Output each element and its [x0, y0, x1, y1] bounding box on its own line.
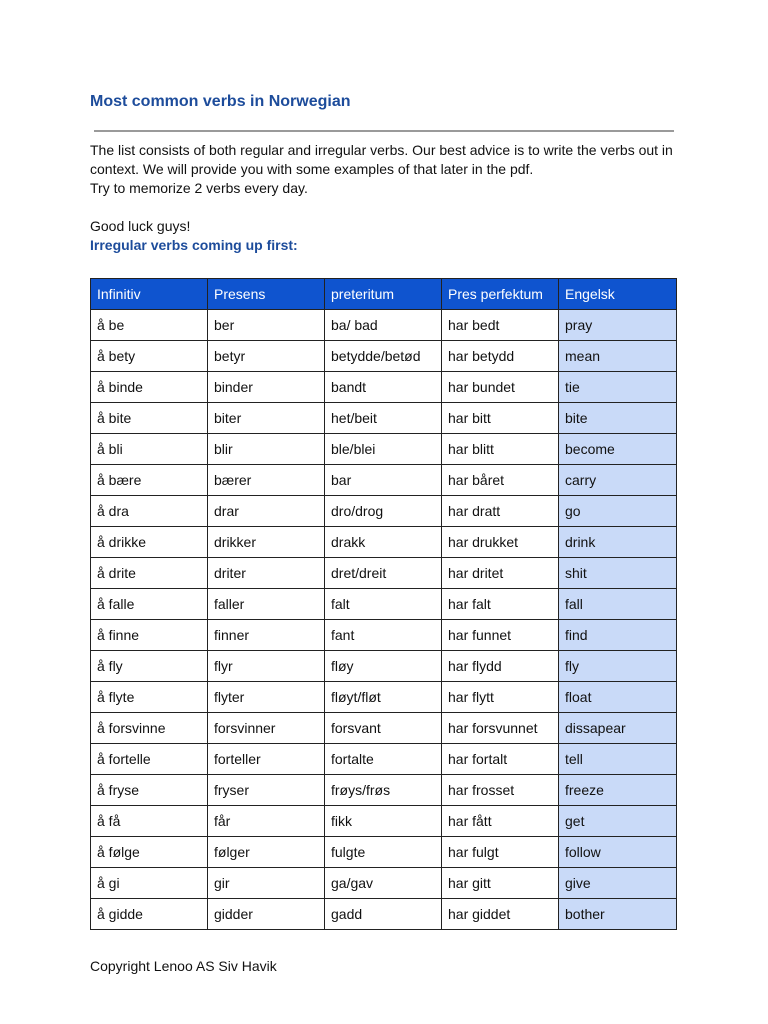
cell-presens: flyr	[208, 651, 325, 682]
cell-pres-perfektum: har frosset	[442, 775, 559, 806]
cell-presens: drar	[208, 496, 325, 527]
cell-pres-perfektum: har dratt	[442, 496, 559, 527]
cell-preteritum: fløyt/fløt	[325, 682, 442, 713]
cell-presens: binder	[208, 372, 325, 403]
cell-preteritum: betydde/betød	[325, 341, 442, 372]
cell-pres-perfektum: har gitt	[442, 868, 559, 899]
table-row	[91, 899, 677, 930]
cell-infinitiv: å falle	[91, 589, 208, 620]
cell-engelsk: freeze	[559, 775, 677, 806]
cell-pres-perfektum: har bitt	[442, 403, 559, 434]
cell-engelsk: drink	[559, 527, 677, 558]
cell-infinitiv: å få	[91, 806, 208, 837]
cell-engelsk: go	[559, 496, 677, 527]
cell-preteritum: ba/ bad	[325, 310, 442, 341]
table-row	[91, 620, 677, 651]
table-row	[91, 310, 677, 341]
cell-preteritum: fulgte	[325, 837, 442, 868]
cell-infinitiv: å gidde	[91, 899, 208, 930]
cell-infinitiv: å finne	[91, 620, 208, 651]
table-row	[91, 558, 677, 589]
cell-engelsk: bite	[559, 403, 677, 434]
cell-engelsk: shit	[559, 558, 677, 589]
table-header-row	[91, 279, 677, 310]
cell-infinitiv: å bite	[91, 403, 208, 434]
cell-infinitiv: å drikke	[91, 527, 208, 558]
intro-tip: Try to memorize 2 verbs every day.	[90, 180, 308, 196]
cell-presens: forteller	[208, 744, 325, 775]
column-header-infinitiv: Infinitiv	[91, 279, 208, 310]
cell-presens: følger	[208, 837, 325, 868]
cell-presens: flyter	[208, 682, 325, 713]
cell-engelsk: tie	[559, 372, 677, 403]
cell-pres-perfektum: har båret	[442, 465, 559, 496]
cell-preteritum: bar	[325, 465, 442, 496]
cell-engelsk: dissapear	[559, 713, 677, 744]
cell-preteritum: ga/gav	[325, 868, 442, 899]
cell-engelsk: get	[559, 806, 677, 837]
cell-presens: fryser	[208, 775, 325, 806]
cell-engelsk: bother	[559, 899, 677, 930]
cell-infinitiv: å dra	[91, 496, 208, 527]
cell-preteritum: gadd	[325, 899, 442, 930]
cell-presens: betyr	[208, 341, 325, 372]
cell-infinitiv: å binde	[91, 372, 208, 403]
cell-presens: blir	[208, 434, 325, 465]
cell-pres-perfektum: har fortalt	[442, 744, 559, 775]
table-row	[91, 868, 677, 899]
table-row	[91, 403, 677, 434]
cell-preteritum: dret/dreit	[325, 558, 442, 589]
cell-presens: får	[208, 806, 325, 837]
cell-pres-perfektum: har blitt	[442, 434, 559, 465]
cell-engelsk: follow	[559, 837, 677, 868]
copyright-footer: Copyright Lenoo AS Siv Havik	[90, 958, 277, 974]
table-row	[91, 713, 677, 744]
cell-infinitiv: å bli	[91, 434, 208, 465]
cell-infinitiv: å bære	[91, 465, 208, 496]
cell-presens: forsvinner	[208, 713, 325, 744]
column-header-engelsk: Engelsk	[559, 279, 677, 310]
cell-presens: driter	[208, 558, 325, 589]
cell-infinitiv: å flyte	[91, 682, 208, 713]
cell-engelsk: carry	[559, 465, 677, 496]
cell-preteritum: fikk	[325, 806, 442, 837]
cell-engelsk: tell	[559, 744, 677, 775]
cell-engelsk: pray	[559, 310, 677, 341]
cell-presens: bærer	[208, 465, 325, 496]
cell-preteritum: fløy	[325, 651, 442, 682]
cell-presens: biter	[208, 403, 325, 434]
cell-infinitiv: å bety	[91, 341, 208, 372]
cell-preteritum: frøys/frøs	[325, 775, 442, 806]
cell-pres-perfektum: har fått	[442, 806, 559, 837]
column-header-pres-perfektum: Pres perfektum	[442, 279, 559, 310]
cell-pres-perfektum: har betydd	[442, 341, 559, 372]
cell-pres-perfektum: har bundet	[442, 372, 559, 403]
cell-preteritum: falt	[325, 589, 442, 620]
cell-preteritum: ble/blei	[325, 434, 442, 465]
cell-infinitiv: å forsvinne	[91, 713, 208, 744]
table-body	[91, 310, 677, 930]
page-title: Most common verbs in Norwegian	[90, 93, 351, 110]
verbs-table	[90, 278, 677, 930]
intro-greeting: Good luck guys!	[90, 218, 191, 234]
cell-infinitiv: å be	[91, 310, 208, 341]
cell-presens: gidder	[208, 899, 325, 930]
table-row	[91, 837, 677, 868]
title-divider	[94, 130, 674, 132]
table-row	[91, 806, 677, 837]
cell-engelsk: fly	[559, 651, 677, 682]
column-header-preteritum: preteritum	[325, 279, 442, 310]
table-row	[91, 527, 677, 558]
intro-paragraph: The list consists of both regular and irregular verbs. Our best advice is to write the verbs out in context. We will provide you with some examples of that later in the pdf.	[90, 142, 673, 177]
cell-engelsk: give	[559, 868, 677, 899]
table-row	[91, 496, 677, 527]
column-header-presens: Presens	[208, 279, 325, 310]
cell-engelsk: become	[559, 434, 677, 465]
table-row	[91, 465, 677, 496]
cell-infinitiv: å gi	[91, 868, 208, 899]
cell-pres-perfektum: har dritet	[442, 558, 559, 589]
cell-presens: finner	[208, 620, 325, 651]
cell-pres-perfektum: har flydd	[442, 651, 559, 682]
cell-preteritum: drakk	[325, 527, 442, 558]
cell-engelsk: float	[559, 682, 677, 713]
cell-presens: ber	[208, 310, 325, 341]
cell-pres-perfektum: har flytt	[442, 682, 559, 713]
cell-infinitiv: å fly	[91, 651, 208, 682]
cell-presens: faller	[208, 589, 325, 620]
cell-infinitiv: å følge	[91, 837, 208, 868]
table-row	[91, 775, 677, 806]
spacer	[90, 198, 680, 217]
cell-preteritum: het/beit	[325, 403, 442, 434]
table-row	[91, 682, 677, 713]
cell-pres-perfektum: har fulgt	[442, 837, 559, 868]
table-row	[91, 744, 677, 775]
table-row	[91, 589, 677, 620]
cell-preteritum: bandt	[325, 372, 442, 403]
cell-engelsk: mean	[559, 341, 677, 372]
cell-presens: drikker	[208, 527, 325, 558]
cell-pres-perfektum: har forsvunnet	[442, 713, 559, 744]
table-row	[91, 434, 677, 465]
cell-engelsk: fall	[559, 589, 677, 620]
table-row	[91, 372, 677, 403]
cell-pres-perfektum: har falt	[442, 589, 559, 620]
table-row	[91, 341, 677, 372]
cell-preteritum: forsvant	[325, 713, 442, 744]
cell-preteritum: dro/drog	[325, 496, 442, 527]
cell-infinitiv: å drite	[91, 558, 208, 589]
section-subheading: Irregular verbs coming up first:	[90, 237, 298, 253]
cell-infinitiv: å fortelle	[91, 744, 208, 775]
cell-engelsk: find	[559, 620, 677, 651]
cell-pres-perfektum: har giddet	[442, 899, 559, 930]
cell-pres-perfektum: har funnet	[442, 620, 559, 651]
cell-pres-perfektum: har bedt	[442, 310, 559, 341]
cell-infinitiv: å fryse	[91, 775, 208, 806]
cell-pres-perfektum: har drukket	[442, 527, 559, 558]
cell-preteritum: fant	[325, 620, 442, 651]
cell-presens: gir	[208, 868, 325, 899]
table-row	[91, 651, 677, 682]
intro-text	[90, 141, 680, 255]
cell-preteritum: fortalte	[325, 744, 442, 775]
